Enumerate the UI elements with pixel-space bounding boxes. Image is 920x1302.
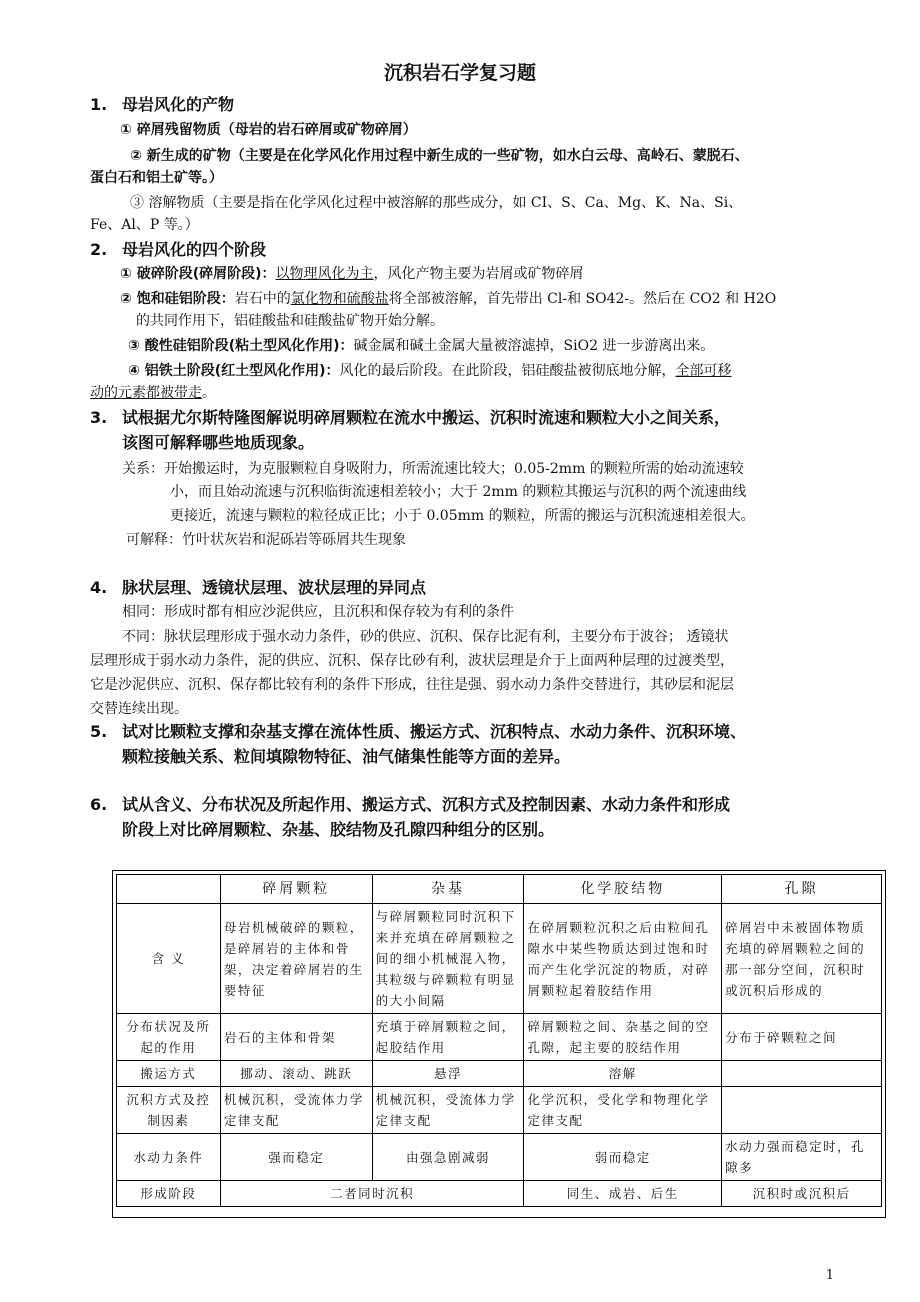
table-cell: 溶解 — [524, 1061, 722, 1087]
table-cell: 挪动、滚动、跳跃 — [220, 1061, 372, 1087]
table-cell: 由强急剧减弱 — [372, 1134, 524, 1181]
q3-heading-cont: 该图可解释哪些地质现象。 — [122, 433, 315, 452]
table-cell: 在碎屑颗粒沉积之后由粒间孔隙水中某些物质达到过饱和时而产生化学沉淀的物质，对碎屑颗粒起着胶结作用 — [524, 904, 722, 1014]
table-row — [117, 1014, 882, 1061]
table-cell: 碎屑颗粒之间、杂基之间的空孔隙，起主要的胶结作用 — [524, 1014, 722, 1061]
table-cell: 水动力强而稳定时，孔隙多 — [722, 1134, 882, 1181]
table-row — [117, 904, 882, 1014]
q6-heading: 6. 试从含义、分布状况及所起作用、搬运方式、沉积方式及控制因素、水动力条件和形成 — [90, 795, 731, 814]
page-number: 1 — [825, 1268, 834, 1283]
table-cell: 同生、成岩、后生 — [524, 1181, 722, 1207]
table-cell: 弱而稳定 — [524, 1134, 722, 1181]
table-cell: 化学沉积，受化学和物理化学定律支配 — [524, 1087, 722, 1134]
q4-answer-2: 不同：脉状层理形成于强水动力条件，砂的供应、沉积、保存比泥有利，主要分布于波谷； 透镜状 — [122, 629, 729, 645]
q3-answer-3: 更接近，流速与颗粒的粒径成正比；小于 0.05mm 的颗粒，所需的搬运与沉积流速相差很大。 — [170, 508, 755, 524]
q2-stage-4-cont: 动的元素都被带走。 — [90, 385, 216, 401]
table-header-cell: 化学胶结物 — [524, 875, 722, 904]
q4-answer-3: 层理形成于弱水动力条件，泥的供应、沉积、保存比砂有利，波状层理是介于上面两种层理的过渡类型， — [90, 653, 734, 669]
table-header-cell: 孔隙 — [722, 875, 882, 904]
q1-item-2: ② 新生成的矿物（主要是在化学风化作用过程中新生成的一些矿物，如水白云母、高岭石、蒙脱石、 — [130, 148, 749, 164]
q1-item-3-cont: Fe、Al、P 等。） — [90, 217, 199, 233]
table-cell: 母岩机械破碎的颗粒，是碎屑岩的主体和骨架，决定着碎屑岩的生要特征 — [220, 904, 372, 1014]
table-cell — [722, 1061, 882, 1087]
table-cell: 沉积时或沉积后 — [722, 1181, 882, 1207]
q4-answer-4: 它是沙泥供应、沉积、保存都比较有利的条件下形成，往往是强、弱水动力条件交替进行，其砂层和泥层 — [90, 677, 734, 693]
q1-heading: 1. 母岩风化的产物 — [90, 95, 235, 114]
table-cell: 形成阶段 — [117, 1181, 221, 1207]
q5-heading-cont: 颗粒接触关系、粒间填隙物特征、油气储集性能等方面的差异。 — [122, 747, 571, 766]
q2-stage-1: ① 破碎阶段(碎屑阶段)：以物理风化为主，风化产物主要为岩屑或矿物碎屑 — [120, 266, 584, 282]
table-cell: 岩石的主体和骨架 — [220, 1014, 372, 1061]
table-cell: 机械沉积，受流体力学定律支配 — [372, 1087, 524, 1134]
q5-heading: 5. 试对比颗粒支撑和杂基支撑在流体性质、搬运方式、沉积特点、水动力条件、沉积环境、 — [90, 722, 747, 741]
table-header-cell: 杂基 — [372, 875, 524, 904]
table-cell: 充填于碎屑颗粒之间，起胶结作用 — [372, 1014, 524, 1061]
table-header-row — [117, 875, 882, 904]
table-row — [117, 1061, 882, 1087]
table-cell: 含 义 — [117, 904, 221, 1014]
q2-stage-2: ② 饱和硅铝阶段：岩石中的氯化物和硫酸盐将全部被溶解，首先带出 Cl-和 SO42-。然后在 CO2 和 H2O — [120, 291, 777, 307]
table-header-cell: 碎屑颗粒 — [220, 875, 372, 904]
table-cell: 分布状况及所起的作用 — [117, 1014, 221, 1061]
q1-item-3: ③ 溶解物质（主要是指在化学风化过程中被溶解的那些成分，如 CI、S、Ca、Mg、K、Na、Si、 — [130, 195, 743, 211]
q1-item-2-cont: 蛋白石和铝土矿等。） — [90, 170, 223, 186]
table-cell: 碎屑岩中未被固体物质充填的碎屑颗粒之间的那一部分空间，沉积时或沉积后形成的 — [722, 904, 882, 1014]
q4-answer-5: 交替连续出现。 — [90, 701, 188, 717]
q3-answer-2: 小，而且始动流速与沉积临街流速相差较小；大于 2mm 的颗粒其搬运与沉积的两个流速曲线 — [170, 484, 747, 500]
table-cell: 二者同时沉积 — [220, 1181, 524, 1207]
q3-answer-4: 可解释：竹叶状灰岩和泥砾岩等砾屑共生现象 — [126, 532, 406, 548]
q2-stage-2-cont: 的共同作用下，铝硅酸盐和硅酸盐矿物开始分解。 — [136, 313, 444, 329]
q6-heading-cont: 阶段上对比碎屑颗粒、杂基、胶结物及孔隙四种组分的区别。 — [122, 820, 555, 839]
comparison-table — [116, 874, 882, 1207]
table-cell: 悬浮 — [372, 1061, 524, 1087]
table-cell: 搬运方式 — [117, 1061, 221, 1087]
document-title: 沉积岩石学复习题 — [383, 62, 536, 84]
q2-stage-4: ④ 铝铁土阶段(红土型风化作用)：风化的最后阶段。在此阶段，铝硅酸盐被彻底地分解，全部可移 — [128, 363, 732, 379]
table-cell: 与碎屑颗粒同时沉积下来并充填在碎屑颗粒之间的细小机械混入物，其粒级与碎颗粒有明显的大小间隔 — [372, 904, 524, 1014]
table-cell: 强而稳定 — [220, 1134, 372, 1181]
table-cell — [722, 1087, 882, 1134]
q3-heading: 3. 试根据尤尔斯特隆图解说明碎屑颗粒在流水中搬运、沉积时流速和颗粒大小之间关系， — [90, 408, 731, 427]
q2-stage-3: ③ 酸性硅铝阶段(粘土型风化作用)：碱金属和碱土金属大量被溶滤掉，SiO2 进一步游离出来。 — [128, 338, 715, 354]
table-cell: 水动力条件 — [117, 1134, 221, 1181]
q1-item-1: ① 碎屑残留物质（母岩的岩石碎屑或矿物碎屑） — [120, 122, 417, 138]
table-row — [117, 1087, 882, 1134]
table-cell: 机械沉积，受流体力学定律支配 — [220, 1087, 372, 1134]
table-cell: 分布于碎颗粒之间 — [722, 1014, 882, 1061]
q2-heading: 2. 母岩风化的四个阶段 — [90, 240, 267, 259]
q4-heading: 4. 脉状层理、透镜状层理、波状层理的异同点 — [90, 578, 427, 597]
table-row — [117, 1134, 882, 1181]
table-cell: 沉积方式及控制因素 — [117, 1087, 221, 1134]
table-row — [117, 1181, 882, 1207]
table-header-cell — [117, 875, 221, 904]
q3-answer-1: 关系：开始搬运时，为克服颗粒自身吸附力，所需流速比较大；0.05-2mm 的颗粒所需的始动流速较 — [122, 461, 744, 477]
q4-answer-1: 相同：形成时都有相应沙泥供应，且沉积和保存较为有利的条件 — [122, 604, 514, 620]
